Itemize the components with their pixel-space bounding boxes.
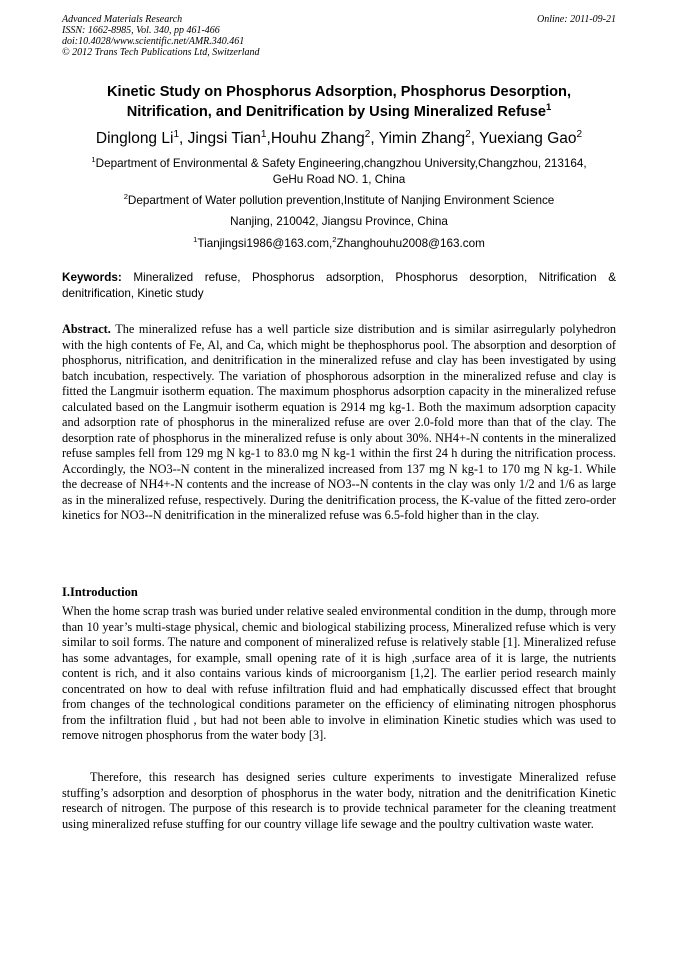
keywords-text: Mineralized refuse, Phosphorus adsorption, Phosphorus desorption, Nitrification & denitrification, Kinetic study	[62, 271, 616, 300]
journal-name: Advanced Materials Research	[62, 14, 183, 25]
email-2-sup: 2	[332, 235, 337, 245]
affiliation-2-text: Department of Water pollution prevention,Institute of Nanjing Environment Science	[127, 194, 555, 207]
online-date: Online: 2011-09-21	[537, 14, 616, 25]
author-name: Houhu Zhang	[270, 130, 365, 147]
doi-line: doi:10.4028/www.scientific.net/AMR.340.461	[62, 36, 245, 47]
author-sep: ,	[370, 130, 379, 147]
paper-title	[40, 82, 638, 122]
affiliation-1-text: Department of Environmental & Safety Engineering,changzhou University,Changzhou, 213164,	[95, 157, 587, 170]
email-1-sup: 1	[193, 235, 198, 245]
title-line-2	[40, 102, 638, 122]
journal-header	[62, 14, 616, 58]
author-list	[40, 129, 638, 149]
affiliation-2-sup: 2	[123, 192, 128, 202]
author-name: Dinglong Li	[95, 130, 174, 147]
affiliation-1-line-2: GeHu Road NO. 1, China	[272, 173, 406, 186]
author-sup: 2	[364, 128, 371, 140]
author-sep: ,	[179, 130, 188, 147]
author-sup: 2	[465, 128, 471, 140]
email-line	[40, 236, 638, 252]
title-footnote-sup: 1	[545, 102, 552, 114]
email-1: Tianjingsi1986@163.com,	[197, 237, 333, 250]
abstract-block	[62, 322, 616, 524]
author-sup: 1	[260, 128, 267, 140]
title-line-1: Kinetic Study on Phosphorus Adsorption, Phosphorus Desorption,	[106, 84, 572, 100]
copyright-line: © 2012 Trans Tech Publications Ltd, Switzerland	[62, 47, 260, 58]
affiliation-2-line-1	[40, 193, 638, 209]
section-heading-introduction: I.Introduction	[62, 585, 138, 599]
email-2: Zhanghouhu2008@163.com	[336, 237, 485, 250]
affiliation-2	[40, 193, 638, 230]
affiliation-2-line-2: Nanjing, 210042, Jiangsu Province, China	[230, 215, 448, 228]
introduction-paragraph-1: When the home scrap trash was buried under relative sealed environmental condition in the dump, through more than 10 year’s multi-stage physical, chemic and biological stabilizing process, Mineralized refuse which is very similar to soil forms. The nature and component of mineralized refuse is relatively stable [1]. Mineralized refuse has some advantages, for example, small opening rate of it is high ,surface area of it is large, the nutrients content is rich, and it also contains various kinds of microorganism [1,2]. The earlier period research mainly concentrated on how to deal with refuse infiltration fluid and had emphatically discussed effect that brought from changes of the technological conditions parameter on the efficiency of eliminating nitrogen phosphorus from the infiltration fluid , but had not been able to involve in elimination Kinetic studies which was used to remove nitrogen phosphorus from the water body [3].	[62, 604, 616, 742]
issn-line: ISSN: 1662-8985, Vol. 340, pp 461-466	[62, 25, 220, 36]
introduction-paragraph-2: Therefore, this research has designed series culture experiments to investigate Mineralized refuse stuffing’s adsorption and desorption of phosphorus in the water body, nitration and the denitrification Kinetic research of nitrogen. The purpose of this research is to provide technical parameter for the cleaning treatment using mineralized refuse stuffing for our country village life sewage and the poultry cultivation waste water.	[62, 770, 616, 831]
author-sup: 2	[576, 128, 583, 140]
abstract-label: Abstract.	[62, 322, 111, 336]
affiliation-1-line-1	[40, 156, 638, 172]
author-name: Yuexiang Gao	[479, 130, 577, 147]
author-name: Jingsi Tian	[187, 130, 261, 147]
affiliation-1	[40, 156, 638, 188]
keywords-block	[62, 270, 616, 302]
author-name: Yimin Zhang	[378, 130, 466, 147]
abstract-text: The mineralized refuse has a well particle size distribution and is similar asirregularly polyhedron with the high contents of Fe, Al, and Ca, which might be thephosphorus pool. The absorption and desorption of phosphorus, nitrification, and denitrification in the mineralized refuse and clay has been investigated by using batch incubation, respectively. The variation of phosphorous adsorption in the mineralized refuse and clay is fitted the Langmuir isotherm equation. The maximum phosphorus adsorption capacity in the mineralized refuse calculated based on the Langmuir isotherm equation is 2914 mg kg-1. Both the maximum adsorption capacity and adsorption rate of phosphorus in the mineralized refuse are over 2.0-fold more than that of the clay. The desorption rate of phosphorus in the mineralized refuse is only about 30%. NH4+-N contents in the mineralized refuse samples fell from 129 mg N kg-1 to 83.0 mg N kg-1 within the first 24 h during the nitrification process. Accordingly, the NO3--N content in the mineralized increased from 137 mg N kg-1 to 170 mg N kg-1. While the decrease of NH4+-N contents and the increase of NO3--N contents in the clay was only 1/2 and 1/6 as large as in the mineralized refuse, respectively. During the denitrification process, the K-value of the fitted zero-order kinetics for NO3--N denitrification in the mineralized refuse was 6.5-fold higher than in the clay.	[62, 322, 616, 522]
affiliation-1-sup: 1	[91, 155, 96, 165]
author-sep: ,	[470, 130, 480, 147]
keywords-label: Keywords:	[62, 271, 122, 284]
author-sep: ,	[266, 130, 271, 147]
title-line-2-text: Nitrification, and Denitrification by Using Mineralized Refuse	[126, 104, 546, 120]
author-sup: 1	[173, 128, 180, 140]
